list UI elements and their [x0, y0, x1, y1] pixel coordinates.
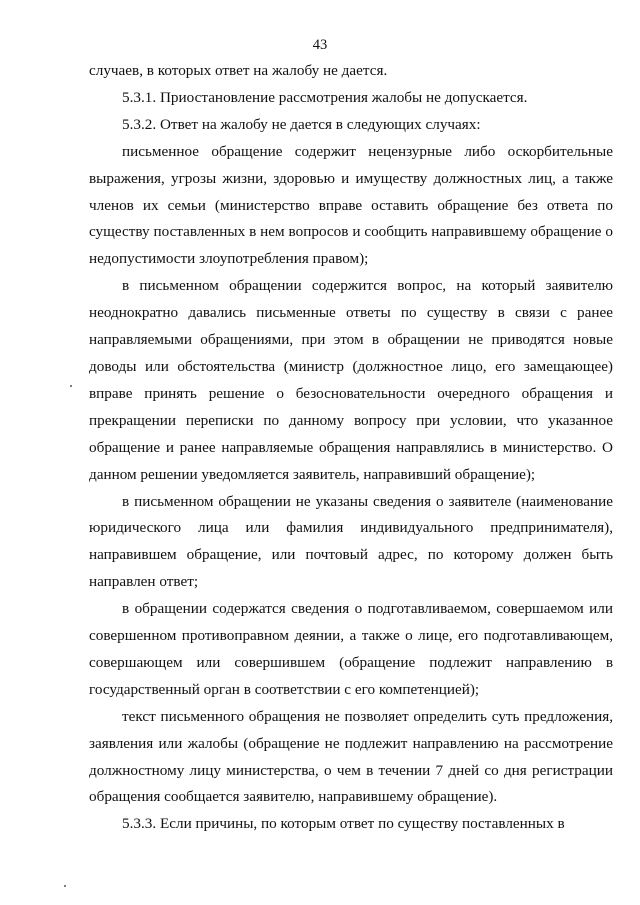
- paragraph-case-missing-applicant-info: в письменном обращении не указаны сведения о заявителе (наименование юридического лица или фамилия индивидуального предпринимателя), направившем обращение, или почтовый адрес, по которому должен быть направлен ответ;: [89, 492, 613, 591]
- paragraph-case-offensive-language: письменное обращение содержит нецензурные либо оскорбительные выражения, угрозы жизни, здоровью и имуществу должностных лиц, а также членов их семьи (министерство вправе оставить обращение без ответа по существу поставленных в нем вопросов и сообщить направившему обращение о недопустимости злоупотребления правом);: [89, 142, 613, 268]
- paragraph-case-unclear-text: текст письменного обращения не позволяет определить суть предложения, заявления или жалобы (обращение не подлежит направлению на рассмотрение должностному лицу министерства, о чем в течении 7 дней со дня регистрации обращения сообщается заявителю, направившему обращение).: [89, 707, 613, 806]
- scan-speck: [70, 385, 72, 387]
- paragraph-continuation: случаев, в которых ответ на жалобу не дается.: [89, 62, 388, 79]
- paragraph-5-3-3: 5.3.3. Если причины, по которым ответ по существу поставленных в: [122, 815, 565, 833]
- scan-speck: [64, 885, 66, 887]
- paragraph-5-3-1: 5.3.1. Приостановление рассмотрения жалобы не допускается.: [122, 88, 528, 106]
- paragraph-5-3-2: 5.3.2. Ответ на жалобу не дается в следующих случаях:: [122, 115, 481, 133]
- paragraph-case-repeated-question: в письменном обращении содержится вопрос, на который заявителю неоднократно давались письменные ответы по существу в связи с ранее направляемыми обращениями, при этом в обращении не приводятся новые доводы или обстоятельства (министр (должностное лицо, его замещающее) вправе принять решение о безосновательности очередного обращения и прекращении переписки по данному вопросу при условии, что указанное обращение и ранее направляемые обращения направлялись в министерство. О данном решении уведомляется заявитель, направивший обращение);: [89, 277, 613, 483]
- paragraph-case-unlawful-act: в обращении содержатся сведения о подготавливаемом, совершаемом или совершенном противоправном деянии, а также о лице, его подготавливающем, совершающем или совершившем (обращение подлежит направлению в государственный орган в соответствии с его компетенцией);: [89, 600, 613, 698]
- document-body: [89, 58, 613, 838]
- page-number: 43: [312, 37, 328, 53]
